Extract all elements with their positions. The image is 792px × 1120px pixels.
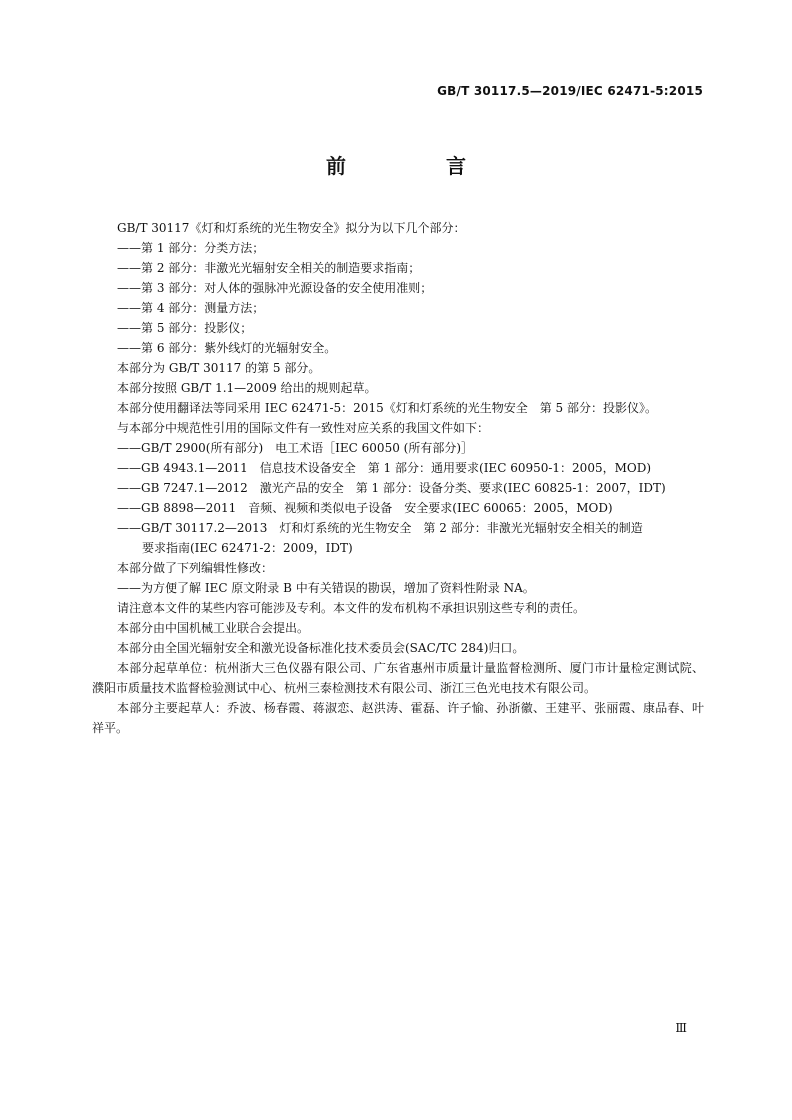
list-item: ——第 1 部分：分类方法； <box>117 241 265 255</box>
text-line: 本部分由中国机械工业联合会提出。 <box>117 621 310 635</box>
text-line: 请注意本文件的某些内容可能涉及专利。本文件的发布机构不承担识别这些专利的责任。 <box>117 601 586 615</box>
list-item: ——第 6 部分：紫外线灯的光辐射安全。 <box>117 341 337 355</box>
drafters-paragraph: 本部分主要起草人：乔波、杨春霞、蒋淑恋、赵洪涛、霍磊、许子愉、孙浙徽、王建平、张丽霞、康品春、叶祥平。 <box>92 701 704 735</box>
text-line: 本部分由全国光辐射安全和激光设备标准化技术委员会(SAC/TC 284)归口。 <box>117 641 525 655</box>
reference-item-continuation: 要求指南(IEC 62471-2：2009，IDT) <box>142 541 353 555</box>
reference-item: ——GB/T 2900(所有部分) 电工术语［IEC 60050 (所有部分)］ <box>117 441 474 455</box>
reference-item: ——GB 4943.1—2011 信息技术设备安全 第 1 部分：通用要求(IEC 60950-1：2005，MOD) <box>117 461 652 475</box>
text-line: 本部分为 GB/T 30117 的第 5 部分。 <box>117 361 321 375</box>
list-item: ——为方便了解 IEC 原文附录 B 中有关错误的勘误，增加了资料性附录 NA。 <box>117 581 535 595</box>
reference-item: ——GB 8898—2011 音频、视频和类似电子设备 安全要求(IEC 60065：2005，MOD) <box>117 501 613 515</box>
text-line: GB/T 30117《灯和灯系统的光生物安全》拟分为以下几个部分： <box>117 221 466 235</box>
page-number: Ⅲ <box>675 1021 687 1035</box>
drafting-units-paragraph: 本部分起草单位：杭州浙大三色仪器有限公司、广东省惠州市质量计量监督检测所、厦门市计量检定测试院、濮阳市质量技术监督检验测试中心、杭州三泰检测技术有限公司、浙江三色光电技术有限公司。 <box>92 661 704 695</box>
list-item: ——第 5 部分：投影仪； <box>117 321 253 335</box>
list-item: ——第 4 部分：测量方法； <box>117 301 265 315</box>
page-title: 前 言 <box>326 154 506 178</box>
text-line: 与本部分中规范性引用的国际文件有一致性对应关系的我国文件如下： <box>117 421 490 435</box>
list-item: ——第 3 部分：对人体的强脉冲光源设备的安全使用准则； <box>117 281 433 295</box>
foreword-body <box>92 218 704 738</box>
text-line: 本部分使用翻译法等同采用 IEC 62471-5：2015《灯和灯系统的光生物安全 第 5 部分：投影仪》。 <box>117 401 657 415</box>
standard-code-header: GB/T 30117.5—2019/IEC 62471-5:2015 <box>437 84 703 98</box>
text-line: 本部分按照 GB/T 1.1—2009 给出的规则起草。 <box>117 381 377 395</box>
text-line: 本部分做了下列编辑性修改： <box>117 561 274 575</box>
reference-item: ——GB 7247.1—2012 激光产品的安全 第 1 部分：设备分类、要求(IEC 60825-1：2007，IDT) <box>117 481 666 495</box>
list-item: ——第 2 部分：非激光光辐射安全相关的制造要求指南； <box>117 261 421 275</box>
reference-item: ——GB/T 30117.2—2013 灯和灯系统的光生物安全 第 2 部分：非激光光辐射安全相关的制造 <box>117 521 643 535</box>
